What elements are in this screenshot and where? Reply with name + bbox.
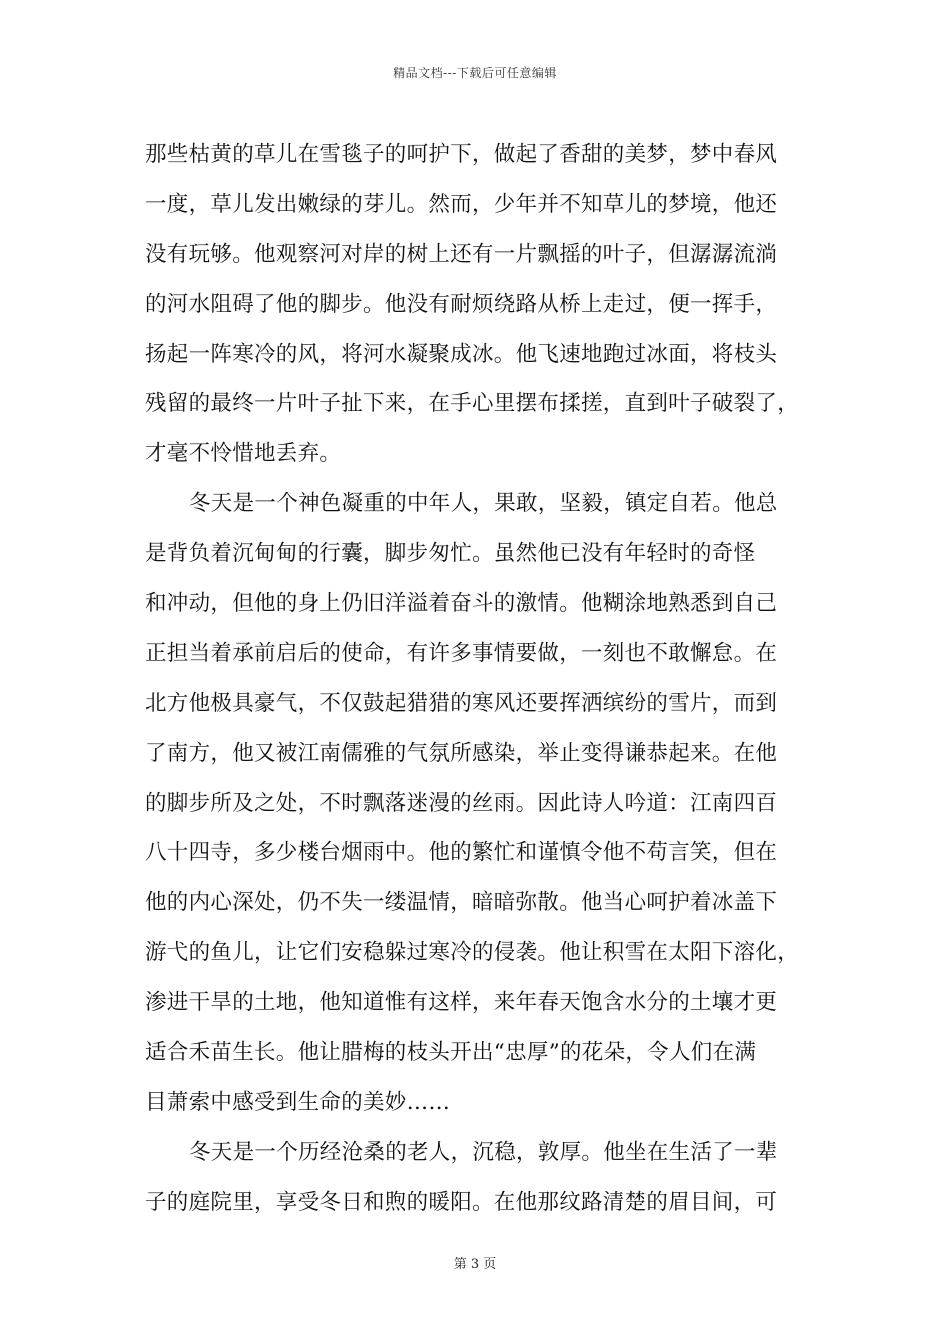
text-line: 是背负着沉甸甸的行囊，脚步匆忙。虽然他已没有年轻时的奇怪 [145, 541, 756, 567]
document-body [145, 130, 815, 1228]
text-line: 了南方，他又被江南儒雅的气氛所感染，举止变得谦恭起来。在他 [145, 740, 778, 766]
text-line: 北方他极具豪气，不仅鼓起猎猎的寒风还要挥洒缤纷的雪片，而到 [145, 690, 778, 716]
page-number: 第 3 页 [453, 1257, 497, 1272]
text-line: 正担当着承前启后的使命，有许多事情要做，一刻也不敢懈怠。在 [145, 640, 778, 666]
page-header: 精品文档---下载后可任意编辑 [393, 66, 557, 80]
text-line: 目萧索中感受到生命的美妙…… [145, 1089, 451, 1115]
text-line: 扬起一阵寒冷的风，将河水凝聚成冰。他飞速地跑过冰面，将枝头 [145, 341, 778, 367]
text-line: 才毫不怜惜地丢弃。 [145, 441, 342, 467]
text-line: 的河水阻碍了他的脚步。他没有耐烦绕路从桥上走过，便一挥手， [145, 291, 778, 317]
text-line: 渗进干旱的土地，他知道惟有这样，来年春天饱含水分的土壤才更 [145, 990, 778, 1016]
text-line: 子的庭院里，享受冬日和煦的暖阳。在他那纹路清楚的眉目间，可 [145, 1189, 778, 1215]
text-line: 残留的最终一片叶子扯下来，在手心里摆布揉搓，直到叶子破裂了， [145, 391, 800, 417]
text-line: 适合禾苗生长。他让腊梅的枝头开出“忠厚”的花朵，令人们在满 [145, 1040, 757, 1066]
text-line: 八十四寺，多少楼台烟雨中。他的繁忙和谨慎令他不苟言笑，但在 [145, 840, 778, 866]
text-line: 一度，草儿发出嫩绿的芽儿。然而，少年并不知草儿的梦境，他还 [145, 191, 778, 217]
paragraph-start-line: 冬天是一个历经沧桑的老人，沉稳，敦厚。他坐在生活了一辈 [189, 1139, 778, 1165]
paragraph-start-line: 冬天是一个神色凝重的中年人，果敢，坚毅，镇定自若。他总 [189, 491, 778, 517]
text-line: 他的内心深处，仍不失一缕温情，暗暗弥散。他当心呵护着冰盖下 [145, 890, 778, 916]
text-line: 的脚步所及之处，不时飘落迷漫的丝雨。因此诗人吟道：江南四百 [145, 790, 778, 816]
text-line: 没有玩够。他观察河对岸的树上还有一片飘摇的叶子，但潺潺流淌 [145, 241, 778, 267]
text-line: 那些枯黄的草儿在雪毯子的呵护下，做起了香甜的美梦，梦中春风 [145, 142, 778, 167]
text-line: 和冲动，但他的身上仍旧洋溢着奋斗的激情。他糊涂地熟悉到自己 [145, 591, 778, 617]
text-line: 游弋的鱼儿，让它们安稳躲过寒冷的侵袭。他让积雪在太阳下溶化， [145, 940, 800, 966]
